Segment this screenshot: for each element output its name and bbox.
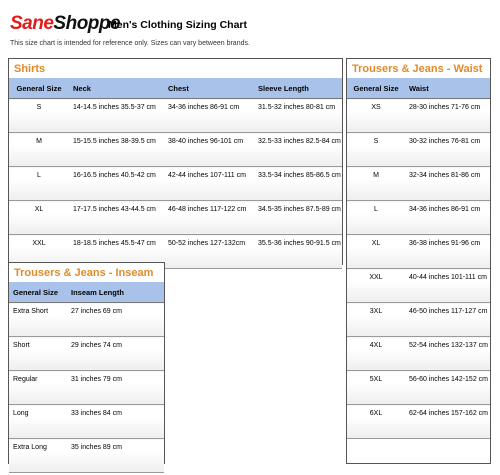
shirts-header-row — [9, 78, 342, 99]
inseam-value: 33 inches 84 cm — [67, 405, 164, 439]
waist-size: 3XL — [347, 303, 405, 337]
inseam-size: Short — [9, 337, 67, 371]
brand-logo — [10, 14, 120, 33]
shirts-neck: 18-18.5 inches 45.5-47 cm — [69, 235, 164, 269]
inseam-size: Long — [9, 405, 67, 439]
table-row — [9, 439, 164, 473]
inseam-value: 35 inches 89 cm — [67, 439, 164, 473]
table-row — [9, 133, 342, 167]
waist-value: 52-54 inches 132-137 cm — [405, 337, 490, 371]
shirts-sleeve: 34.5-35 inches 87.5-89 cm — [254, 201, 342, 235]
inseam-size: Extra Short — [9, 303, 67, 337]
inseam-title: Trousers & Jeans - Inseam — [14, 267, 154, 279]
shirts-col-chest: Chest — [164, 78, 254, 99]
waist-col-waist: Waist — [405, 78, 490, 99]
shirts-sleeve: 32.5-33 inches 82.5-84 cm — [254, 133, 342, 167]
table-row — [347, 133, 490, 167]
shirts-neck: 17-17.5 inches 43-44.5 cm — [69, 201, 164, 235]
shirts-sleeve: 35.5-36 inches 90-91.5 cm — [254, 235, 342, 269]
shirts-col-size: General Size — [9, 78, 69, 99]
shirts-sleeve: 31.5-32 inches 80-81 cm — [254, 99, 342, 133]
table-row — [9, 201, 342, 235]
table-row — [347, 99, 490, 133]
shirts-chest: 46-48 inches 117-122 cm — [164, 201, 254, 235]
waist-panel — [346, 58, 491, 464]
table-row — [347, 167, 490, 201]
waist-table — [347, 78, 490, 439]
waist-value: 46-50 inches 117-127 cm — [405, 303, 490, 337]
shirts-sleeve: 33.5-34 inches 85-86.5 cm — [254, 167, 342, 201]
inseam-col-length: Inseam Length — [67, 282, 164, 303]
table-row — [9, 371, 164, 405]
logo-text-shoppe: Shoppe — [53, 13, 121, 34]
shirts-neck: 14-14.5 inches 35.5-37 cm — [69, 99, 164, 133]
page-title: Men's Clothing Sizing Chart — [108, 19, 247, 31]
shirts-title: Shirts — [14, 63, 46, 75]
waist-value: 36-38 inches 91-96 cm — [405, 235, 490, 269]
shirts-size: XXL — [9, 235, 69, 269]
shirts-table — [9, 78, 342, 269]
table-row — [9, 303, 164, 337]
waist-value: 40-44 inches 101-111 cm — [405, 269, 490, 303]
table-row — [347, 303, 490, 337]
inseam-size: Regular — [9, 371, 67, 405]
table-row — [347, 269, 490, 303]
waist-size: 4XL — [347, 337, 405, 371]
waist-size: 5XL — [347, 371, 405, 405]
shirts-chest: 34-36 inches 86-91 cm — [164, 99, 254, 133]
inseam-size: Extra Long — [9, 439, 67, 473]
table-row — [9, 99, 342, 133]
shirts-col-neck: Neck — [69, 78, 164, 99]
waist-header-row — [347, 78, 490, 99]
shirts-chest: 42-44 inches 107-111 cm — [164, 167, 254, 201]
inseam-panel — [8, 262, 165, 464]
waist-value: 62-64 inches 157-162 cm — [405, 405, 490, 439]
shirts-chest: 50-52 inches 127-132cm — [164, 235, 254, 269]
table-row — [347, 337, 490, 371]
table-row — [347, 201, 490, 235]
waist-value: 32-34 inches 81-86 cm — [405, 167, 490, 201]
logo-text-sane: Sane — [10, 13, 54, 34]
inseam-table — [9, 282, 164, 473]
waist-size: XL — [347, 235, 405, 269]
table-row — [347, 371, 490, 405]
waist-col-size: General Size — [347, 78, 405, 99]
table-row — [9, 337, 164, 371]
shirts-size: L — [9, 167, 69, 201]
inseam-header-row — [9, 282, 164, 303]
waist-title: Trousers & Jeans - Waist — [352, 63, 483, 75]
shirts-col-sleeve: Sleeve Length — [254, 78, 342, 99]
table-row — [347, 235, 490, 269]
inseam-value: 31 inches 79 cm — [67, 371, 164, 405]
page-subtitle: This size chart is intended for reference only. Sizes can vary between brands. — [10, 40, 250, 47]
shirts-size: S — [9, 99, 69, 133]
shirts-size: XL — [9, 201, 69, 235]
inseam-value: 29 inches 74 cm — [67, 337, 164, 371]
waist-size: XS — [347, 99, 405, 133]
waist-size: 6XL — [347, 405, 405, 439]
shirts-size: M — [9, 133, 69, 167]
waist-value: 34-36 inches 86-91 cm — [405, 201, 490, 235]
table-row — [9, 167, 342, 201]
waist-size: M — [347, 167, 405, 201]
shirts-chest: 38-40 inches 96-101 cm — [164, 133, 254, 167]
waist-value: 30-32 inches 76-81 cm — [405, 133, 490, 167]
table-row — [347, 405, 490, 439]
inseam-value: 27 inches 69 cm — [67, 303, 164, 337]
waist-size: S — [347, 133, 405, 167]
waist-value: 28-30 inches 71-76 cm — [405, 99, 490, 133]
shirts-neck: 16-16.5 inches 40.5-42 cm — [69, 167, 164, 201]
table-row — [9, 405, 164, 439]
inseam-col-size: General Size — [9, 282, 67, 303]
waist-size: XXL — [347, 269, 405, 303]
shirts-panel — [8, 58, 343, 265]
shirts-neck: 15-15.5 inches 38-39.5 cm — [69, 133, 164, 167]
waist-size: L — [347, 201, 405, 235]
waist-value: 56-60 inches 142-152 cm — [405, 371, 490, 405]
